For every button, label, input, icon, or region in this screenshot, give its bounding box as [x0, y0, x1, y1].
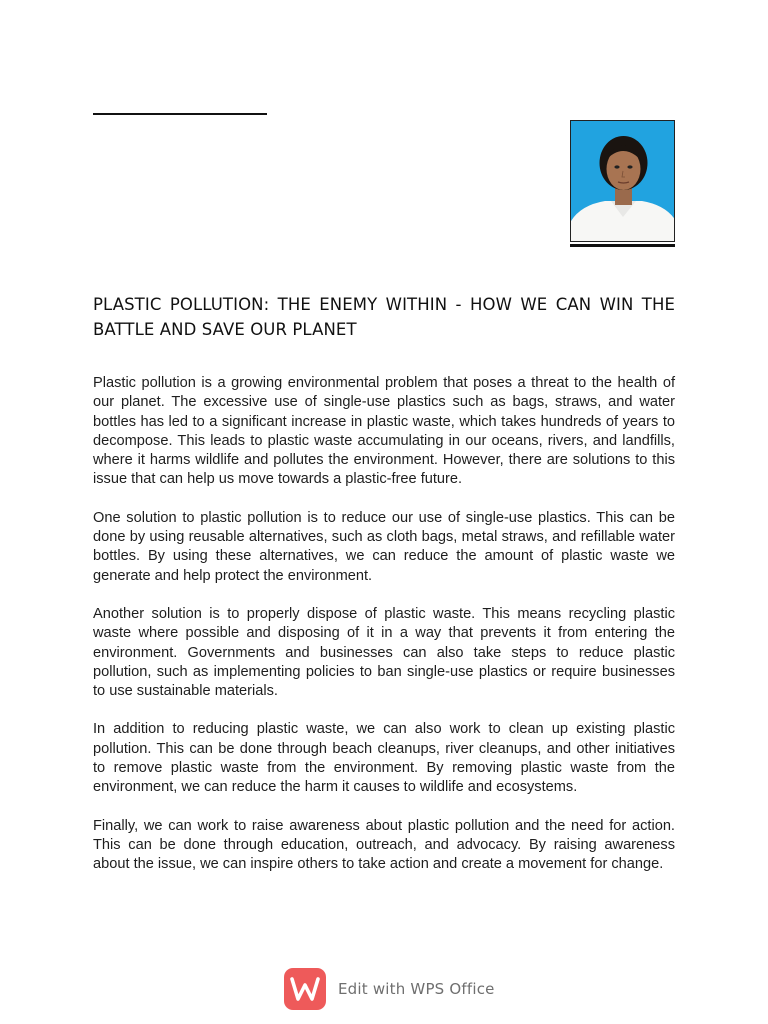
document-title: PLASTIC POLLUTION: THE ENEMY WITHIN - HOW WE CAN WIN THE BATTLE AND SAVE OUR PLANET — [93, 295, 675, 339]
signature-line — [93, 113, 267, 115]
author-photo — [570, 120, 675, 242]
document-body — [93, 374, 675, 894]
paragraph-awareness: Finally, we can work to raise awareness about plastic pollution and the need for action. This can be done through education, outreach, and advocacy. By raising awareness about the issue, we can inspire others to take action and create a movement for change. — [93, 817, 675, 873]
wps-watermark[interactable] — [284, 968, 495, 1010]
wps-office-logo-icon — [284, 968, 326, 1010]
paragraph-dispose: Another solution is to properly dispose of plastic waste. This means recycling plastic waste where possible and disposing of it in a way that prevents it from entering the environment. Governments and businesses can also take steps to reduce plastic pollution, such as implementing policies to ban single-use plastics or require businesses to use sustainable materials. — [93, 605, 675, 700]
paragraph-reduce: One solution to plastic pollution is to reduce our use of single-use plastics. This can be done by using reusable alternatives, such as cloth bags, metal straws, and refillable water bottles. By using these alternatives, we can reduce the amount of plastic waste we generate and help protect the environment. — [93, 509, 675, 584]
author-portrait-image — [571, 121, 675, 242]
wps-watermark-label: Edit with WPS Office — [338, 980, 495, 998]
photo-underline — [570, 244, 675, 247]
paragraph-intro: Plastic pollution is a growing environmental problem that poses a threat to the health of our planet. The excessive use of single-use plastics such as bags, straws, and water bottles has led to a significant increase in plastic waste, which takes hundreds of years to decompose. This leads to plastic waste accumulating in our oceans, rivers, and landfills, where it harms wildlife and pollutes the environment. However, there are solutions to this issue that can help us move towards a plastic-free future. — [93, 375, 675, 488]
paragraph-cleanup: In addition to reducing plastic waste, we can also work to clean up existing plastic pollution. This can be done through beach cleanups, river cleanups, and other initiatives to remove plastic waste from the environment. By removing plastic waste from the environment, we can reduce the harm it causes to wildlife and ecosystems. — [93, 721, 675, 796]
